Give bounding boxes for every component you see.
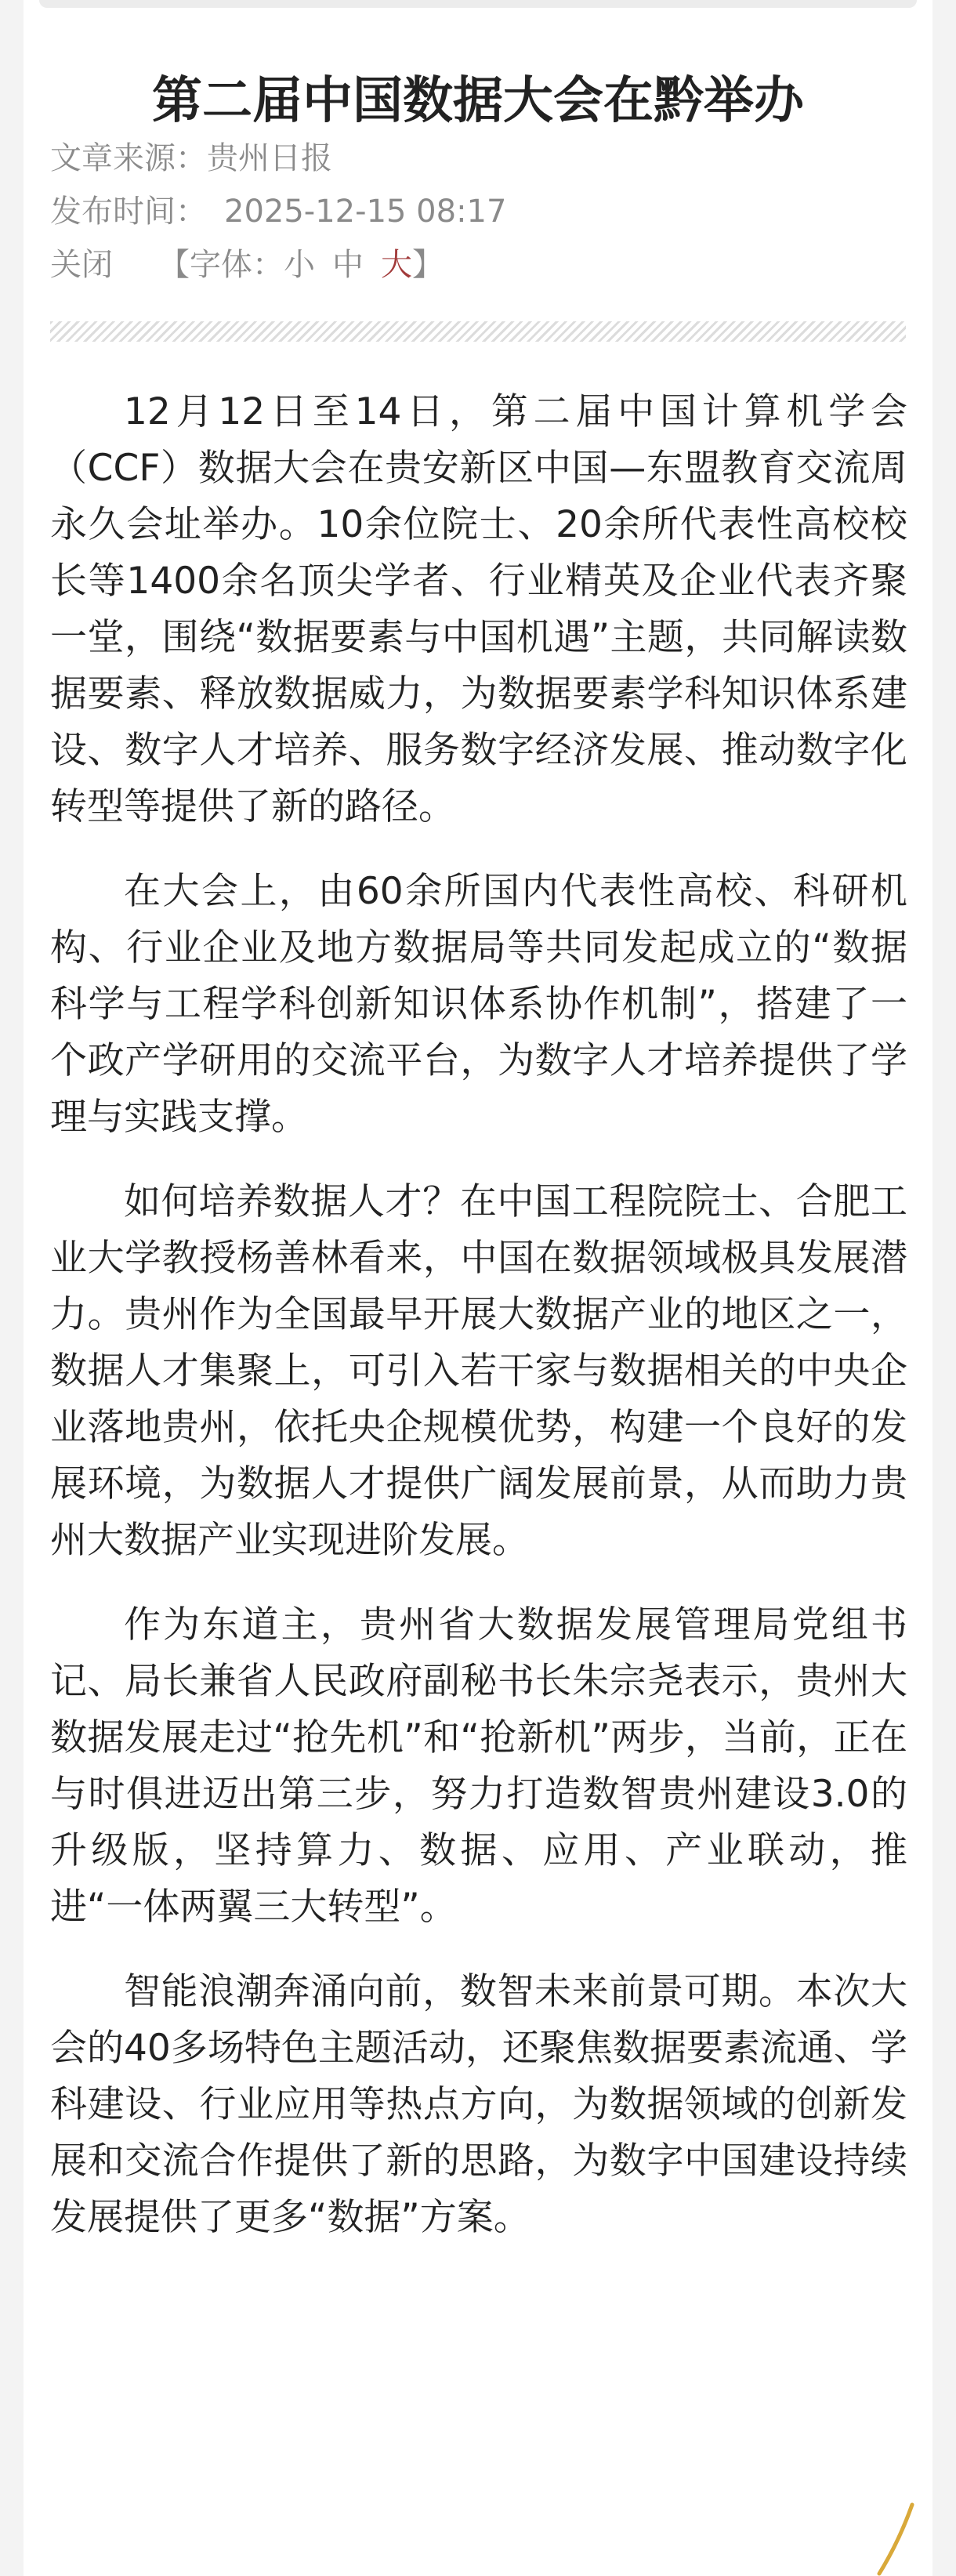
article-paragraph: 在大会上，由60余所国内代表性高校、科研机构、行业企业及地方数据局等共同发起成立的“数据科学与工程学科创新知识体系协作机制”，搭建了一个政产学研用的交流平台，为数字人才培养提供了学理与实践支撑。	[50, 870, 907, 1139]
article-page	[24, 0, 932, 2576]
font-size-label: 【字体：	[158, 247, 284, 283]
font-size-large[interactable]: 大	[381, 247, 412, 283]
corner-stroke-icon	[871, 2500, 918, 2576]
font-size-medium[interactable]: 中	[332, 247, 364, 283]
article-title: 第二届中国数据大会在黔举办	[152, 71, 804, 130]
article-paragraph: 智能浪潮奔涌向前，数智未来前景可期。本次大会的40多场特色主题活动，还聚焦数据要素流通、学科建设、行业应用等热点方向，为数据领域的创新发展和交流合作提供了新的思路，为数字中国建设持续发展提供了更多“数据”方案。	[50, 1970, 907, 2239]
article-source	[50, 135, 332, 182]
time-value: 2025-12-15 08:17	[224, 194, 507, 230]
article-paragraph: 12月12日至14日，第二届中国计算机学会（CCF）数据大会在贵安新区中国—东盟教育交流周永久会址举办。10余位院士、20余所代表性高校校长等1400余名顶尖学者、行业精英及企业代表齐聚一堂，围绕“数据要素与中国机遇”主题，共同解读数据要素、释放数据威力，为数据要素学科知识体系建设、数字人才培养、服务数字经济发展、推动数字化转型等提供了新的路径。	[50, 390, 907, 828]
source-label: 文章来源：	[50, 140, 207, 176]
font-size-label-close: 】	[412, 247, 444, 283]
close-link[interactable]: 关闭	[50, 247, 113, 283]
source-value: 贵州日报	[207, 140, 332, 176]
hatched-divider	[50, 321, 906, 342]
time-label: 发布时间：	[50, 194, 207, 230]
article-paragraph: 如何培养数据人才？在中国工程院院士、合肥工业大学教授杨善林看来，中国在数据领域极具发展潜力。贵州作为全国最早开展大数据产业的地区之一，数据人才集聚上，可引入若干家与数据相关的中央企业落地贵州，依托央企规模优势，构建一个良好的发展环境，为数据人才提供广阔发展前景，从而助力贵州大数据产业实现进阶发展。	[50, 1180, 907, 1562]
article-body	[50, 384, 907, 2274]
article-tools	[50, 241, 444, 288]
font-size-small[interactable]: 小	[284, 247, 315, 283]
article-publish-time	[50, 188, 506, 235]
article-paragraph: 作为东道主，贵州省大数据发展管理局党组书记、局长兼省人民政府副秘书长朱宗尧表示，贵州大数据发展走过“抢先机”和“抢新机”两步，当前，正在与时俱进迈出第三步，努力打造数智贵州建设3.0的升级版，坚持算力、数据、应用、产业联动，推进“一体两翼三大转型”。	[50, 1603, 907, 1929]
top-strip	[39, 0, 917, 8]
